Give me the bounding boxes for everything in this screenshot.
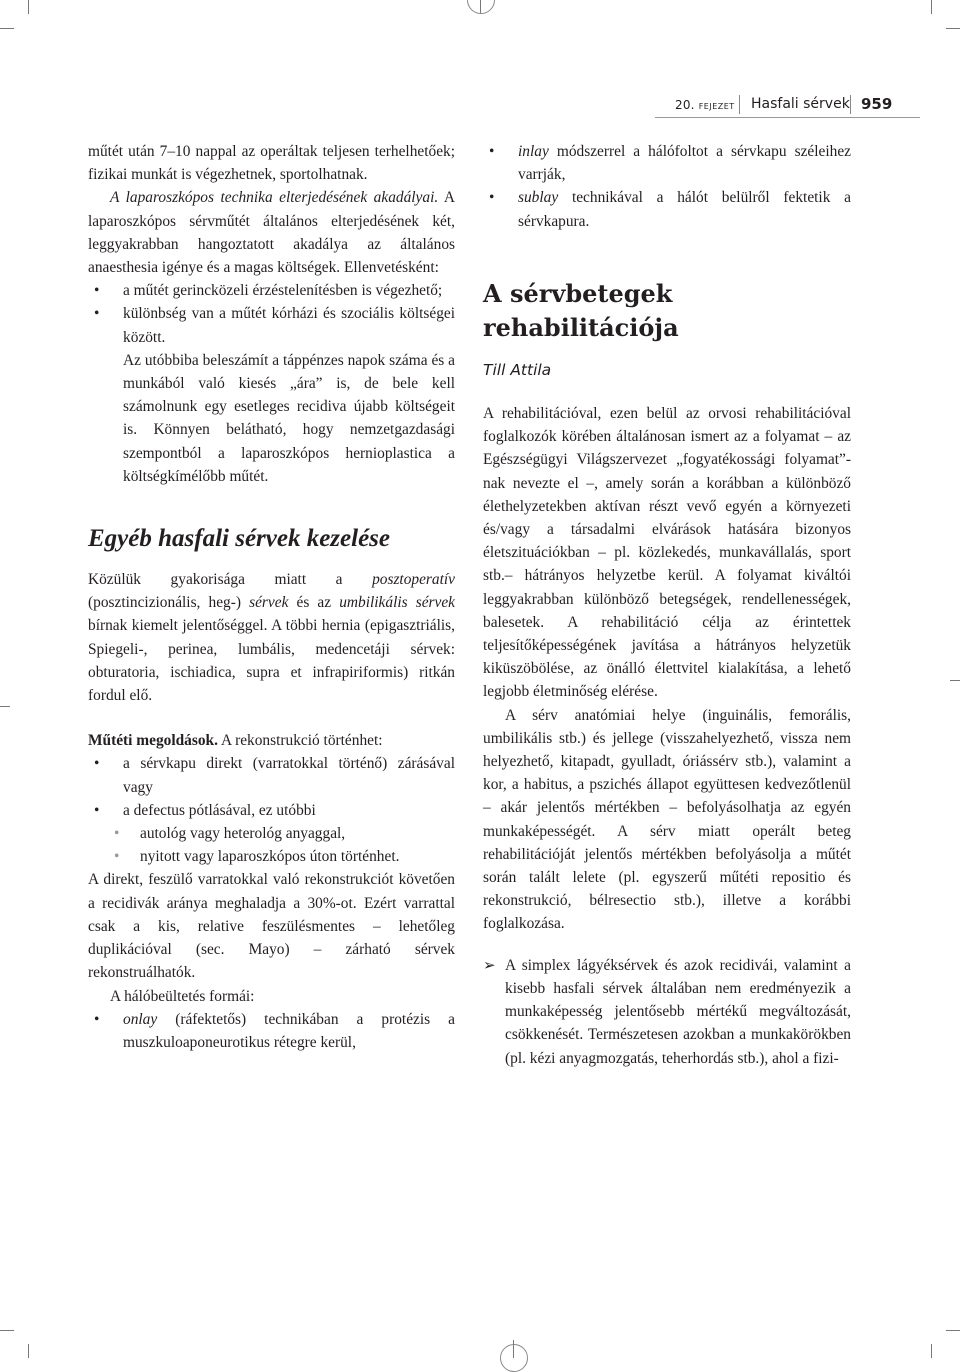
paragraph: A hálóbeültetés formái: bbox=[110, 987, 255, 1005]
page-number: 959 bbox=[861, 95, 893, 113]
paragraph: A rehabilitációval, ezen belül az orvosi rehabilitációval foglalkozók körében általánosan ismert az a folyamat – az Egészségügyi Világszervezet „fogyatékossági folyamat”-nak nevezte el –, amely során a korábban a különböző élethelyzetekben aktívan részt vevő egyén a környezeti és/vagy a társadalmi elvárások hatására bizonyos életszituációkban – pl. közlekedés, munkavállalás, sport stb.– hátrányos helyzetbe kerül. A folyamat kiváltói leggyakrabban különböző betegségek, rendellenességek, balesetek. A rehabilitáció célja az érintettek teljesítőképességének javítása a hátrányos helyzetük kiküszöbölése, az önálló élettvitel kialakítása, a lehető legjobb életminőség elérése. bbox=[483, 405, 851, 701]
emphasis: umbilikális sérvek bbox=[339, 594, 456, 612]
crop-mark bbox=[946, 28, 960, 29]
list-item bbox=[483, 140, 851, 186]
paragraph-text: A laparoszkópos sérvműtét általános elterjedésének két, leggyakrabban hangoztatott akadálya az általános anaesthesia igénye és a magas költségek. Ellenvetésként: bbox=[88, 189, 455, 277]
list-item: • a műtét gerincközeli érzéstelenítésben is végezhető; bbox=[88, 279, 455, 302]
chapter-title: Hasfali sérvek bbox=[751, 96, 850, 112]
registration-mark bbox=[500, 1344, 528, 1372]
inline-heading: A laparoszkópos technika elterjedésének akadályai. bbox=[110, 189, 439, 207]
paragraph: A direkt, feszülő varratokkal való rekonstrukciót követően a recidivák aránya meghaladja a 30%-ot. Ezért varrattal csak a kis, relative feszülésmentes – lehetőleg duplikációval (sec. Mayo) – zárható sérvek rekonstruálhatók. bbox=[88, 871, 455, 982]
crop-mark bbox=[28, 1344, 29, 1358]
crop-mark bbox=[946, 1330, 960, 1331]
chapter-label bbox=[675, 98, 735, 112]
crop-mark bbox=[931, 1344, 932, 1358]
list-item bbox=[483, 186, 851, 232]
text: Közülük gyakorisága miatt a bbox=[88, 571, 373, 589]
arrow-list-item bbox=[483, 954, 851, 1070]
list-item: • a sérvkapu direkt (varratokkal történő) zárásával vagy bbox=[88, 752, 455, 798]
emphasis: inlay bbox=[518, 143, 549, 160]
text: A rekonstrukció történhet: bbox=[217, 732, 383, 750]
crop-mark bbox=[0, 28, 14, 29]
header-divider bbox=[739, 95, 740, 114]
running-header bbox=[655, 92, 920, 118]
emphasis: sérvek bbox=[249, 594, 289, 612]
chapter-word: FEJEZET bbox=[698, 102, 735, 111]
sub-list-item: • nyitott vagy laparoszkópos úton történhet. bbox=[88, 845, 455, 868]
emphasis: posztoperatív bbox=[372, 571, 455, 589]
author-name: Till Attila bbox=[483, 360, 552, 379]
emphasis: sublay bbox=[518, 189, 559, 207]
sub-list-item: • autológ vagy heterológ anyaggal, bbox=[88, 822, 455, 845]
section-heading: Egyéb hasfali sérvek kezelése bbox=[88, 525, 391, 553]
crop-mark bbox=[0, 1330, 14, 1331]
crop-mark bbox=[931, 0, 932, 14]
text: bírnak kiemelt jelentőséggel. A többi hernia (epigasztriális, Spiegeli-, perinea, lumbális, medencetáji sérvek: obturatoria, ischiadica, supra et infrapiriformis) ritkán fordul elő. bbox=[88, 617, 455, 705]
list-item bbox=[88, 1008, 455, 1054]
crop-mark bbox=[950, 680, 960, 681]
paragraph bbox=[88, 729, 455, 752]
bold-lead: Műtéti megoldások. bbox=[88, 732, 218, 750]
text: és az bbox=[288, 594, 340, 612]
chapter-number: 20. bbox=[675, 98, 695, 112]
crop-mark bbox=[0, 706, 10, 707]
crop-mark bbox=[28, 0, 29, 14]
header-divider bbox=[850, 95, 851, 114]
arrow-bullet-icon: ➢ bbox=[483, 955, 496, 974]
header-rule bbox=[655, 117, 920, 118]
registration-mark bbox=[467, 0, 495, 14]
text: technikával a hálót belülről fektetik a sérvkapura. bbox=[518, 189, 851, 230]
text: A simplex lágyéksérvek és azok recidivái, valamint a kisebb hasfali sérvek általában nem eredményezik a munkaképesség jelentősebb mértékű megváltozását, csökkenését. Természetesen azokban a munkakörökben (pl. kézi anyagmozgatás, teherhordás stb.), ahol a fizi- bbox=[505, 956, 851, 1067]
text: (ráfektetős) technikában a protézis a muszkuloaponeurotikus rétegre kerül, bbox=[123, 1010, 455, 1051]
emphasis: onlay bbox=[123, 1010, 158, 1028]
paragraph: A sérv anatómiai helye (inguinális, femorális, umbilikális stb.) és jellege (visszahelyezhető, vissza nem helyezhető, kitapadt, gyulladt, óriássérv stb.), valamint a kor, a habitus, a pszichés állapot együttesen kedvezőtlenül – akár jelentős mértékben – befolyásolhatja az egyén munkaképességét. A sérv miatt operált beteg rehabilitációját jelentős mértékben befolyásolja a műtét során talált lelete (pl. egyszerű műtéti repositio és rekonstrukció, bélresectio stb.), illetve a korábbi foglalkozása. bbox=[483, 706, 851, 933]
paragraph bbox=[88, 186, 455, 279]
paragraph: Az utóbbiba beleszámít a táppénzes napok száma és a munkából való kiesés „ára” is, de bele kell számolnunk egy esetleges recidiva újabb költségeit is. Könnyen belátható, hogy nemzetgazdasági szempontból a laparoszkópos hernioplastica a költségkímélőbb műtét. bbox=[123, 351, 455, 485]
chapter-section-title: A sérvbetegek rehabilitációja bbox=[483, 278, 679, 342]
text: (posztincizionális, heg-) bbox=[88, 594, 250, 612]
list-item: • különbség van a műtét kórházi és szociális költségei között. bbox=[88, 302, 455, 348]
text: módszerrel a hálófoltot a sérvkapu széleihez varrják, bbox=[518, 143, 851, 184]
list-item: • a defectus pótlásával, ez utóbbi bbox=[88, 799, 455, 822]
left-column bbox=[88, 140, 455, 1054]
paragraph: műtét után 7–10 nappal az operáltak teljesen terhelhetőek; fizikai munkát is végezhetnek, sportolhatnak. bbox=[88, 143, 455, 184]
paragraph bbox=[88, 568, 455, 707]
right-column bbox=[483, 140, 851, 1070]
